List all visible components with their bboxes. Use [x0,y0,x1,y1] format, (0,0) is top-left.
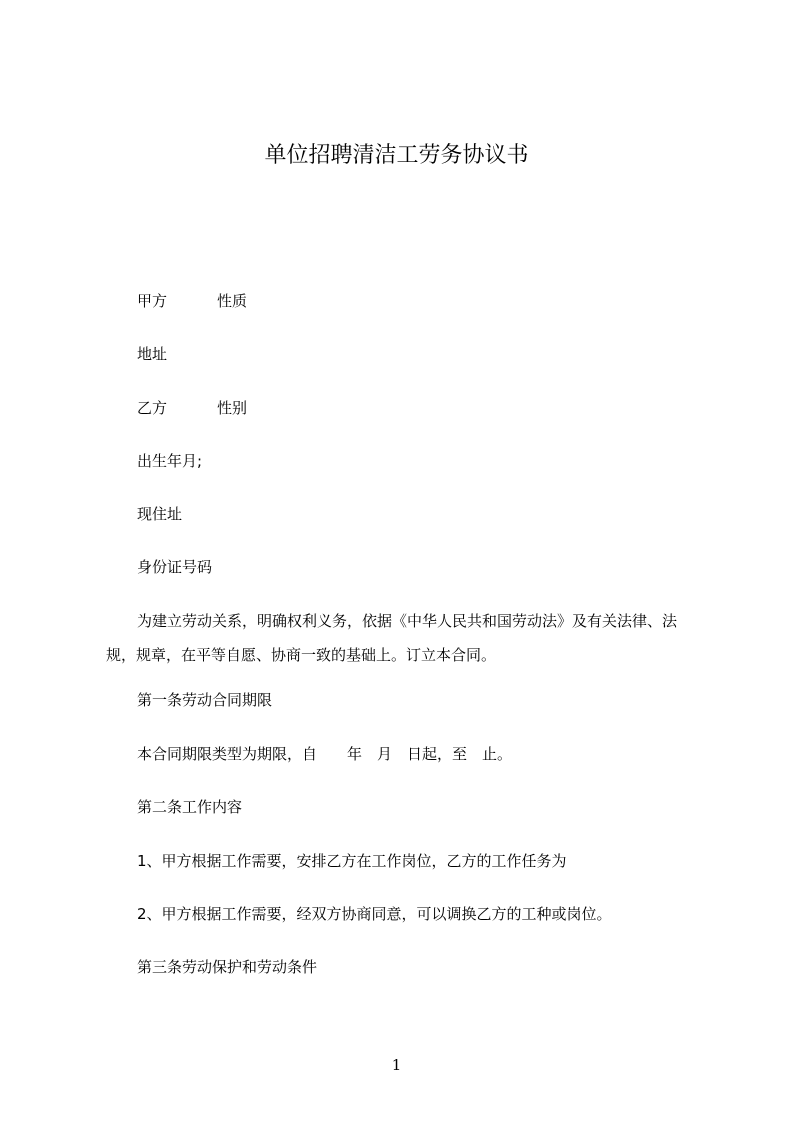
id-number-label: 身份证号码 [137,558,213,576]
party-a-nature-label: 性质 [217,292,248,310]
birth-label: 出生年月; [137,452,203,470]
article-1-text: 本合同期限类型为期限，自 年 月 日起，至 止。 [137,745,513,763]
article-2-title: 第二条工作内容 [137,798,243,816]
document-title: 单位招聘清洁工劳务协议书 [264,143,529,168]
article-2-item-1: 1、甲方根据工作需要，安排乙方在工作岗位，乙方的工作任务为 [137,852,567,870]
party-b-label: 乙方 [137,399,168,417]
party-b-gender-label: 性别 [217,399,248,417]
article-2-item-2: 2、甲方根据工作需要，经双方协商同意，可以调换乙方的工种或岗位。 [137,905,612,923]
party-a-label: 甲方 [137,292,168,310]
article-1-title: 第一条劳动合同期限 [137,691,273,709]
party-a-row [137,291,247,311]
preamble-paragraph: 为建立劳动关系，明确权利义务，依据《中华人民共和国劳动法》及有关法律、法规，规章，在平等自愿、协商一致的基础上。订立本合同。 [106,612,678,664]
article-3-title: 第三条劳动保护和劳动条件 [137,958,318,976]
page-number: 1 [391,1056,402,1074]
address-label: 地址 [137,345,168,363]
party-b-row [137,398,247,418]
current-address-label: 现住址 [137,505,183,523]
